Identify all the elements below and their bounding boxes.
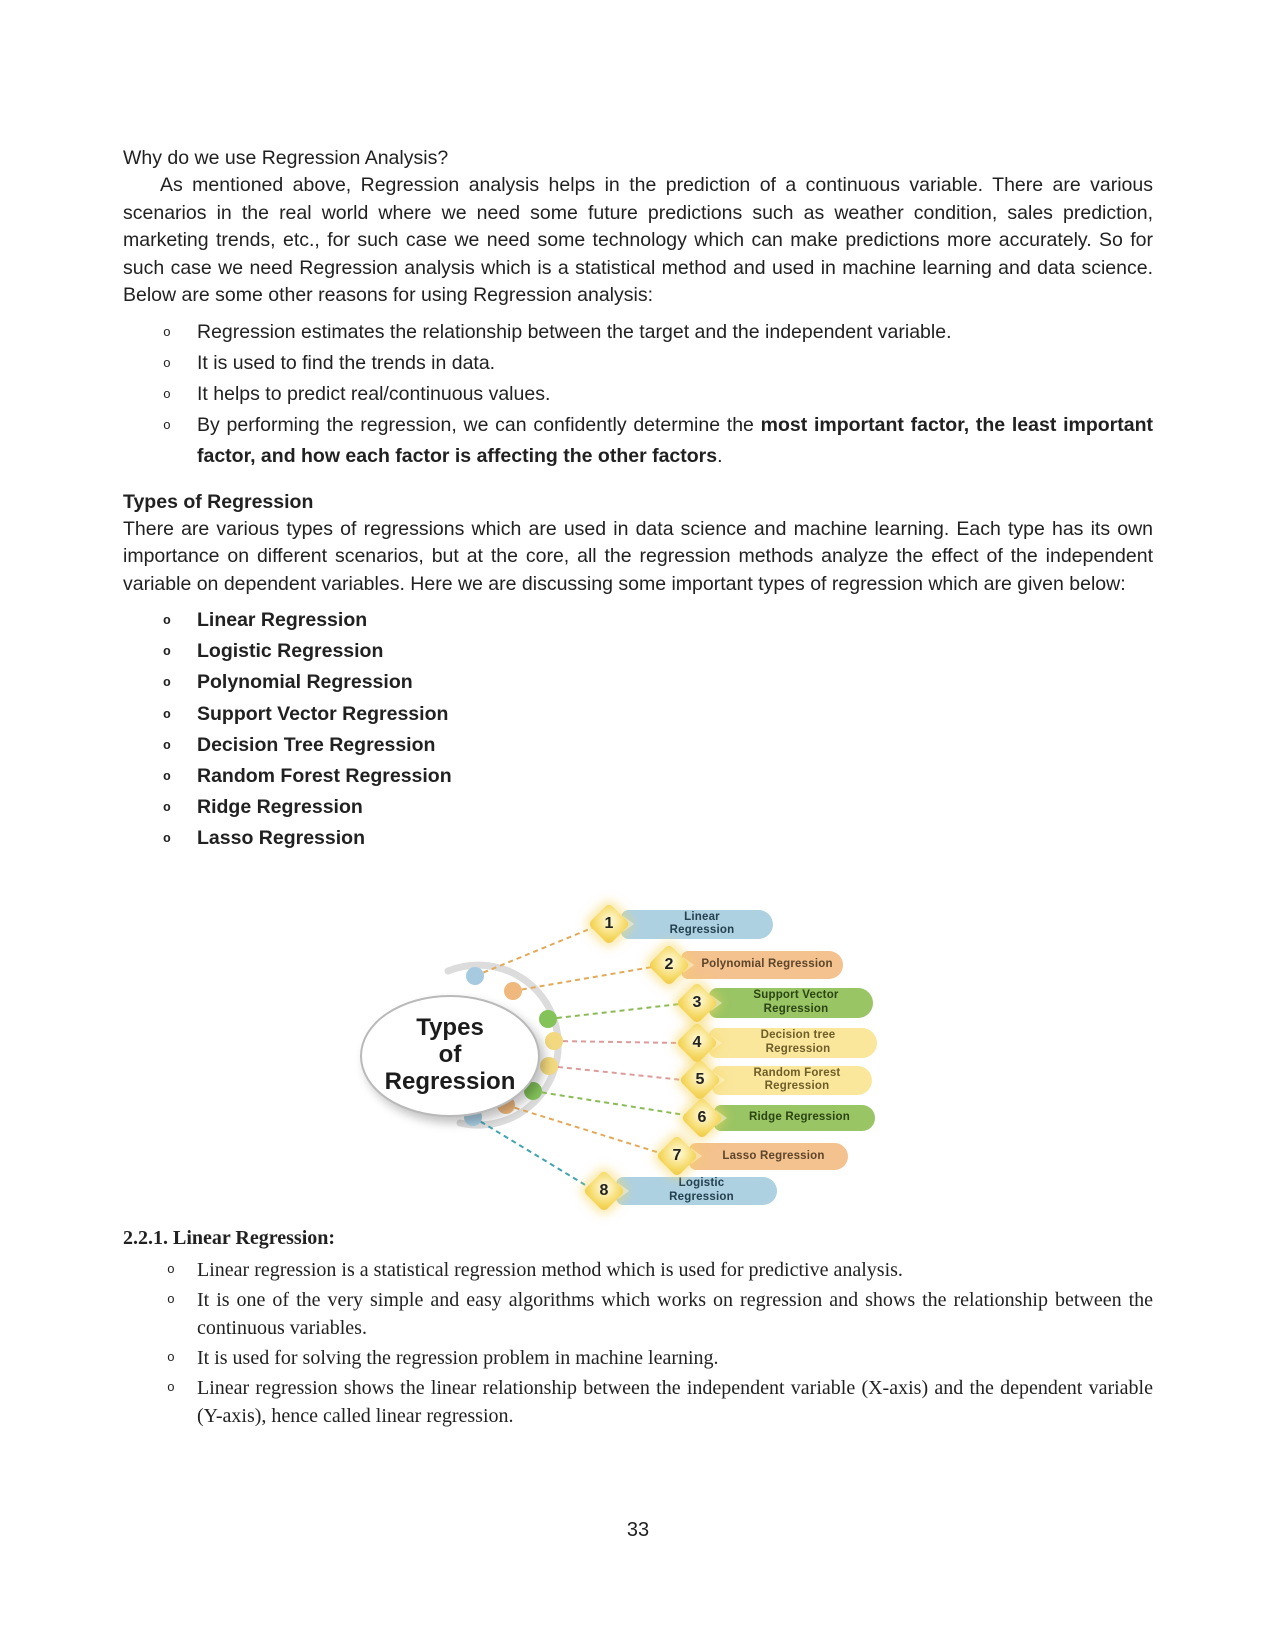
list-item-text: It is used for solving the regression problem in machine learning. xyxy=(197,1346,719,1369)
item-label: Logistic Regression xyxy=(669,1177,734,1203)
list-item xyxy=(123,761,1153,792)
why-bullet-list xyxy=(123,317,1153,472)
bullet-marker: o xyxy=(167,1291,175,1307)
center-label-line: Regression xyxy=(384,1068,516,1096)
bullet-marker: o xyxy=(167,1261,175,1277)
item-pill xyxy=(709,1028,877,1058)
page-number: 33 xyxy=(626,1519,650,1541)
item-number-badge xyxy=(676,1021,718,1063)
list-item xyxy=(123,410,1153,472)
list-item xyxy=(123,317,1153,348)
connector-line xyxy=(549,1066,683,1080)
list-item-text: Linear Regression xyxy=(197,609,368,631)
connector-line xyxy=(473,1117,587,1186)
types-section-paragraph: There are various types of regressions which are used in data science and machine learning. Each type has its own importance on different scenarios, but at the core, all the regression methods analyze the effect of the independent variable on dependent variables. Here we are discussing some important types of regression which are given below: xyxy=(123,517,1153,595)
bullet-marker: o xyxy=(163,613,171,628)
item-label: Ridge Regression xyxy=(749,1111,850,1124)
item-pill xyxy=(616,1177,777,1205)
item-pill xyxy=(709,988,873,1018)
list-item xyxy=(123,1374,1153,1430)
list-item-text: It is used to find the trends in data. xyxy=(197,351,496,374)
list-item xyxy=(123,605,1153,636)
list-item-text: It is one of the very simple and easy algorithms which works on regression and shows the relationship between the continuous variables. xyxy=(197,1288,1153,1339)
item-number-badge xyxy=(676,981,718,1023)
list-item-text: Support Vector Regression xyxy=(197,702,449,725)
center-label-line: of xyxy=(438,1041,462,1069)
list-item xyxy=(123,730,1153,761)
list-item xyxy=(123,636,1153,667)
list-item xyxy=(123,379,1153,410)
item-number: 6 xyxy=(697,1108,707,1126)
list-item-bold-text: most important factor, the least important factor, and how each factor is affecting the other factors xyxy=(197,413,1153,467)
list-item xyxy=(123,348,1153,379)
bullet-marker: o xyxy=(163,737,171,753)
connector-line xyxy=(554,1041,680,1043)
item-pill xyxy=(681,951,843,979)
bullet-marker: o xyxy=(167,1379,175,1395)
connector-line xyxy=(506,1105,660,1153)
item-label: Random Forest Regression xyxy=(753,1066,841,1093)
item-number-badge xyxy=(583,1169,625,1211)
list-item-text: Lasso Regression xyxy=(197,827,365,850)
item-number-badge xyxy=(679,1058,721,1100)
list-item-text: Random Forest Regression xyxy=(197,765,452,788)
list-item-text: Ridge Regression xyxy=(197,796,363,819)
item-number: 4 xyxy=(692,1033,702,1051)
item-number: 5 xyxy=(695,1070,705,1088)
item-number: 7 xyxy=(672,1146,682,1164)
arc-dot xyxy=(539,1010,557,1028)
center-label-line: Types xyxy=(416,1014,484,1042)
item-label: Lasso Regression xyxy=(722,1149,825,1162)
bullet-marker: o xyxy=(163,831,171,847)
bullet-marker: o xyxy=(167,1349,175,1365)
bullet-marker: o xyxy=(163,644,171,660)
list-item-text: Decision Tree Regression xyxy=(197,733,436,756)
bullet-marker: o xyxy=(163,800,171,816)
list-item xyxy=(123,667,1153,698)
item-label: Decision tree Regression xyxy=(760,1029,836,1055)
bullet-marker: o xyxy=(163,386,171,402)
bullet-marker: o xyxy=(163,769,171,785)
bullet-marker: o xyxy=(163,675,171,691)
arc-dot xyxy=(466,967,484,985)
item-number: 2 xyxy=(664,955,674,973)
bullet-marker: o xyxy=(163,355,171,371)
list-item xyxy=(123,1286,1153,1342)
item-label: Linear Regression xyxy=(669,910,735,937)
types-bullet-list xyxy=(123,605,1153,855)
item-number-badge xyxy=(588,902,630,944)
item-number-badge xyxy=(681,1096,723,1138)
list-item-text: Linear regression is a statistical regression method which is used for predictive analysis. xyxy=(197,1258,903,1281)
arc-dot xyxy=(540,1057,558,1075)
connector-line xyxy=(475,928,592,976)
list-item-text: By performing the regression, we can confidently determine the xyxy=(197,413,761,436)
list-item xyxy=(123,1344,1153,1372)
types-of-regression-diagram xyxy=(340,843,890,1211)
page-content xyxy=(123,0,1153,1432)
item-label: Support Vector Regression xyxy=(753,989,839,1015)
arc-dot xyxy=(545,1032,563,1050)
item-number: 3 xyxy=(692,993,702,1011)
why-section-paragraph: As mentioned above, Regression analysis helps in the prediction of a continuous variable. There are various scenarios in the real world where we need some future predictions such as weather condition, sales prediction, marketing trends, etc., for such case we need some technology which can make predictions more accurately. So for such case we need Regression analysis which is a statistical method and used in machine learning and data science. Below are some other reasons for using Regression analysis: xyxy=(123,174,1153,306)
list-item-text: . xyxy=(717,444,723,467)
why-section-heading: Why do we use Regression Analysis? xyxy=(123,147,449,169)
connector-line xyxy=(513,967,652,991)
connector-line xyxy=(533,1091,685,1115)
types-section-heading: Types of Regression xyxy=(123,490,314,513)
item-number-badge xyxy=(648,943,690,985)
item-number: 8 xyxy=(599,1181,609,1199)
item-pill xyxy=(621,910,773,939)
bullet-marker: o xyxy=(163,706,171,722)
connector-line xyxy=(548,1004,680,1019)
list-item xyxy=(123,1256,1153,1284)
list-item xyxy=(123,699,1153,730)
item-number-badge xyxy=(656,1134,698,1176)
item-pill xyxy=(712,1066,872,1095)
item-pill xyxy=(714,1105,875,1131)
list-item-text: Regression estimates the relationship between the target and the independent variable. xyxy=(197,320,952,343)
linear-regression-heading: 2.2.1. Linear Regression: xyxy=(123,1226,336,1249)
item-pill xyxy=(689,1143,848,1170)
list-item-text: Logistic Regression xyxy=(197,640,384,663)
list-item-text: It helps to predict real/continuous values. xyxy=(197,382,551,405)
linear-regression-bullet-list xyxy=(123,1256,1153,1430)
list-item-text: Linear regression shows the linear relationship between the independent variable (X-axis) and the dependent variable (Y-axis), hence called linear regression. xyxy=(197,1376,1153,1427)
item-number: 1 xyxy=(604,914,614,932)
list-item xyxy=(123,792,1153,823)
bullet-marker: o xyxy=(163,417,171,433)
arc-dot xyxy=(504,982,522,1000)
diagram-center-ellipse xyxy=(360,995,540,1117)
bullet-marker: o xyxy=(163,324,171,340)
list-item-text: Polynomial Regression xyxy=(197,671,413,694)
item-label: Polynomial Regression xyxy=(701,958,833,971)
